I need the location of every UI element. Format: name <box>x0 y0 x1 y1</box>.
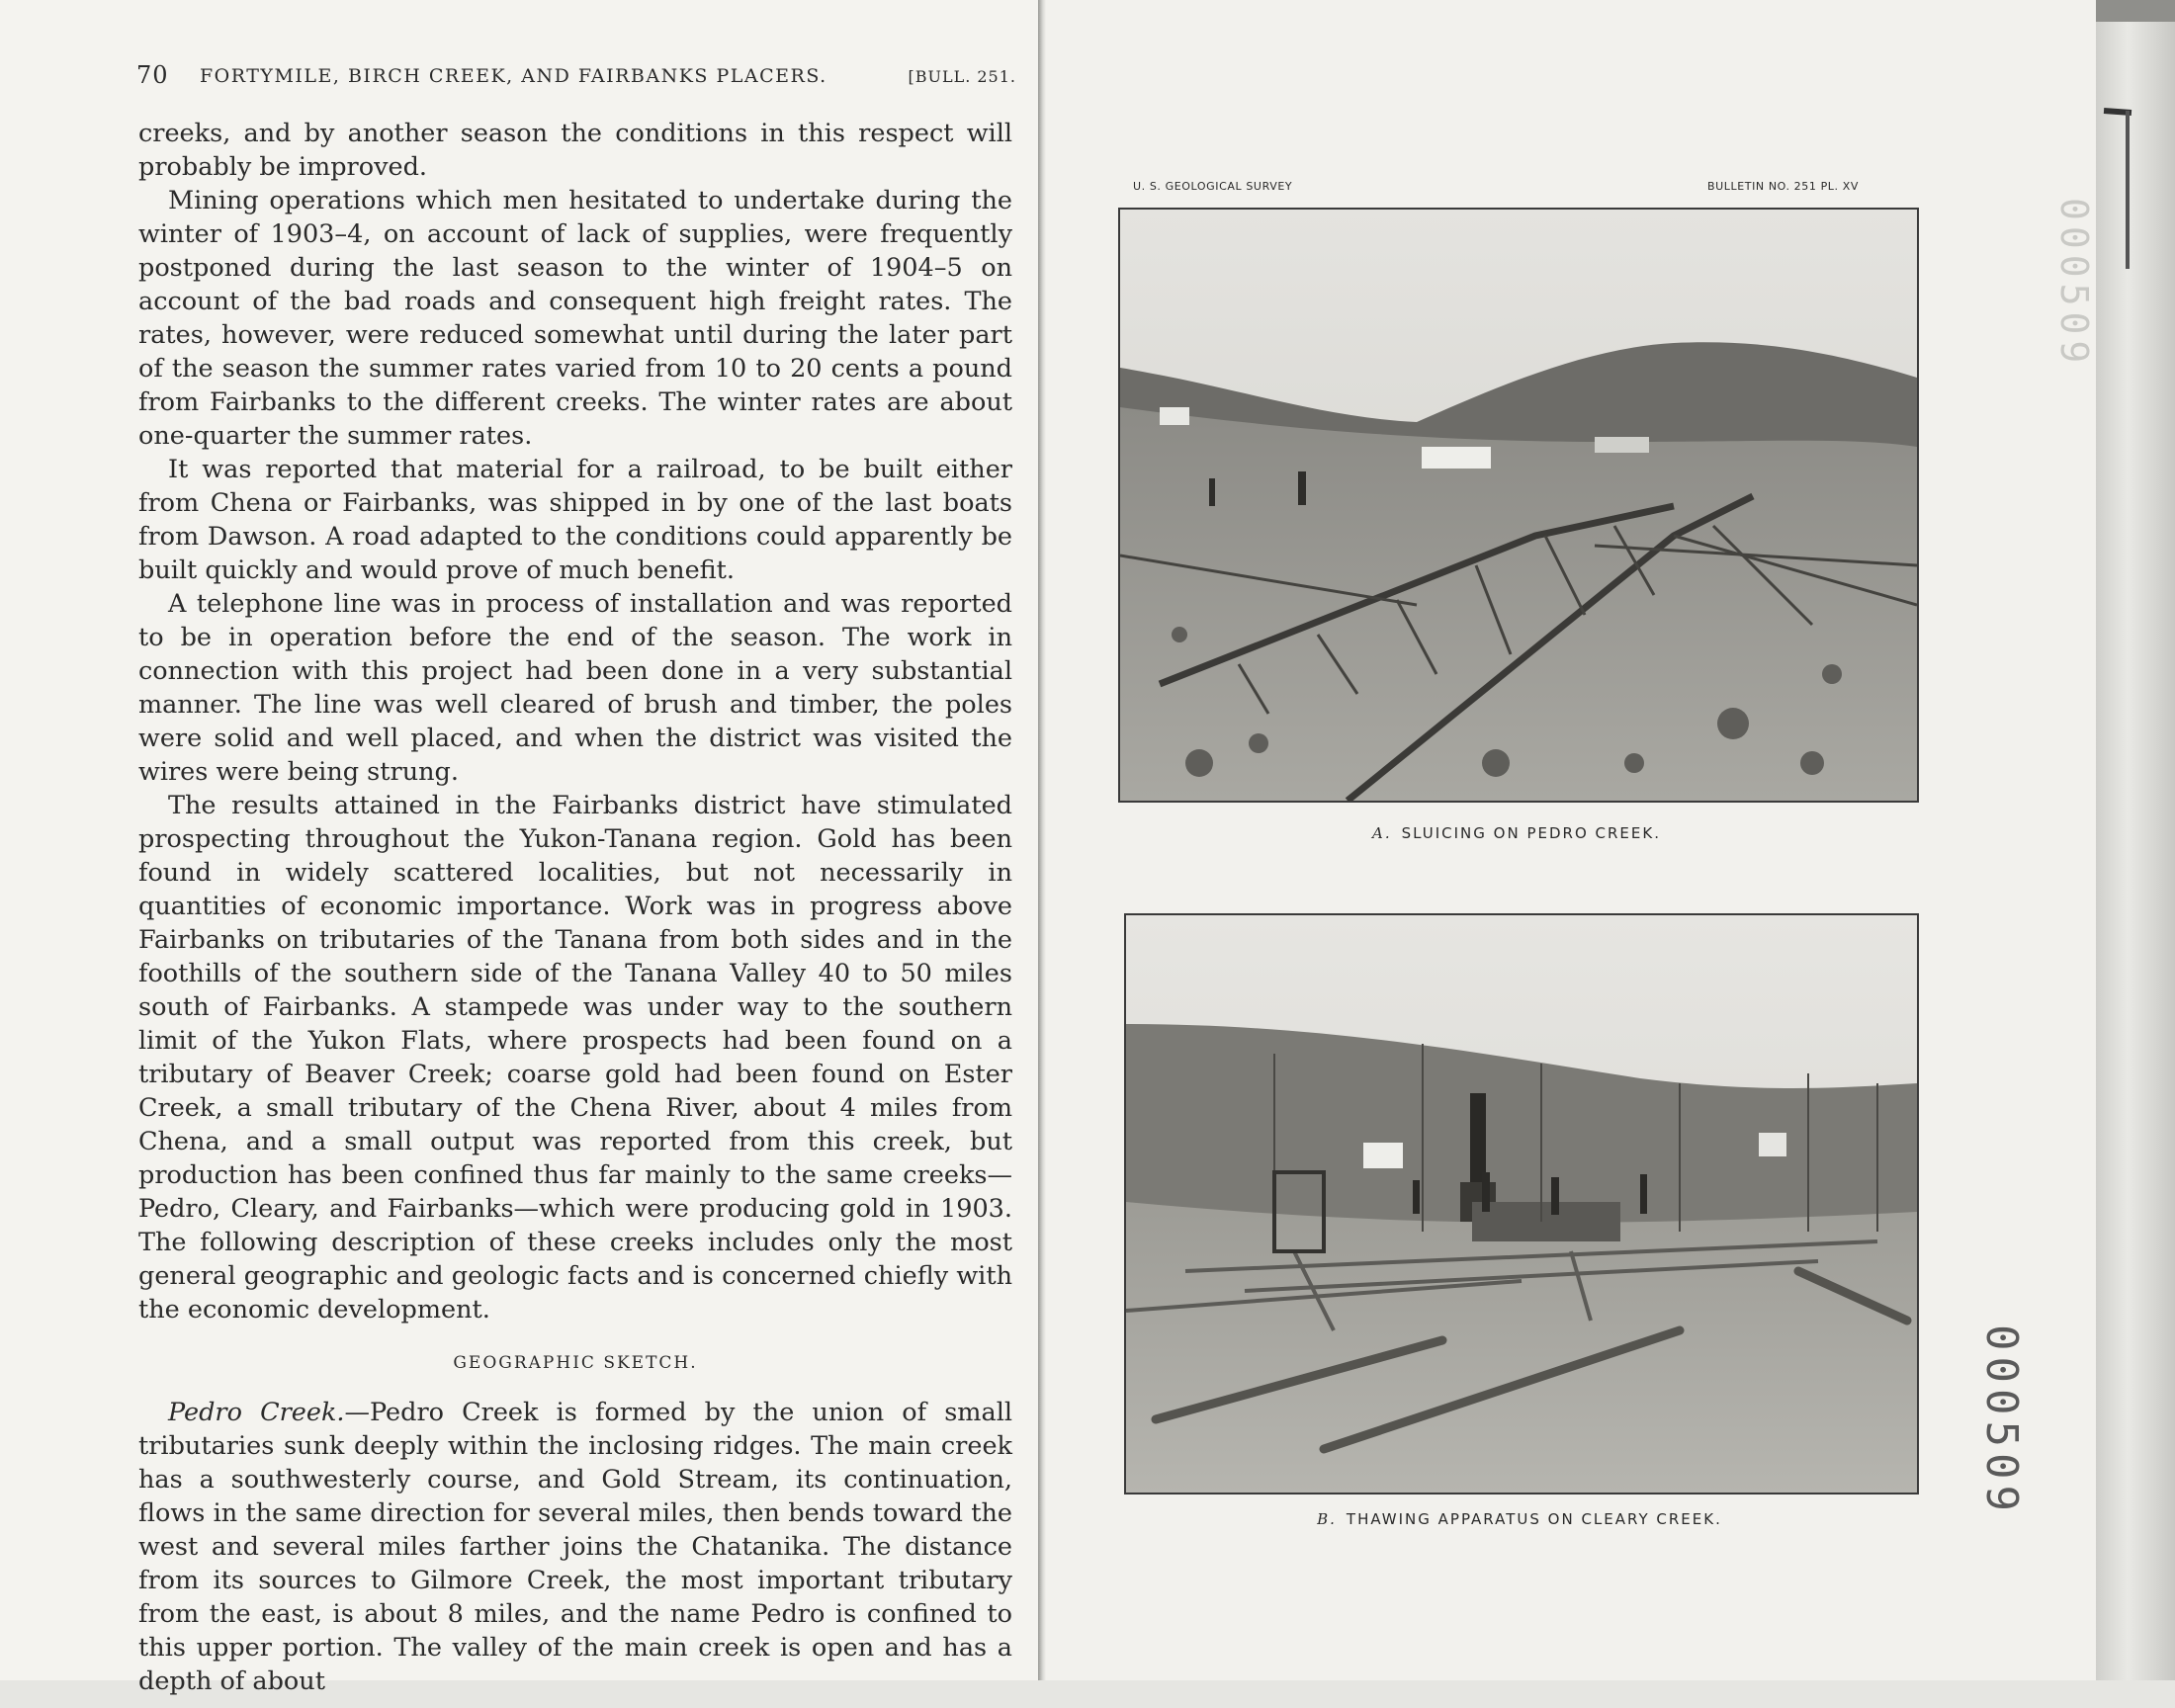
caption-a-text: SLUICING ON PEDRO CREEK. <box>1401 824 1661 842</box>
stamp-number: 000509 <box>1976 1324 2027 1517</box>
photo-b-image <box>1126 915 1917 1493</box>
caption-a-letter: A. <box>1372 824 1392 842</box>
caption-b-letter: B. <box>1317 1510 1337 1528</box>
edge-mark-vertical <box>2126 111 2130 269</box>
paragraph: Mining operations which men hesitated to undertake during the winter of 1903–4, on account of lack of supplies, were frequently postponed during the last season to the winter of 1904–5 on account of the bad roads and consequent high freight rates. The rates, however, were reduced somewhat until during the later part of the season the summer rates varied from 10 to 20 cents a pound from Fairbanks to the different creeks. The winter rates are about one-quarter the summer rates. <box>138 186 1012 451</box>
section-heading: GEOGRAPHIC SKETCH. <box>453 1353 698 1373</box>
caption-b-text: THAWING APPARATUS ON CLEARY CREEK. <box>1346 1510 1722 1528</box>
paragraph: A telephone line was in process of installation and was reported to be in operation before the end of the season. The work in connection with this project had been done in a very substantial manner. The line was well cleared of brush and timber, the poles were solid and well placed, and when the district was visited the wires were being strung. <box>138 589 1012 787</box>
photo-sluicing-pedro-creek <box>1118 208 1919 803</box>
caption-b <box>1124 1510 1915 1528</box>
book-gutter <box>1038 0 1046 1680</box>
running-title: FORTYMILE, BIRCH CREEK, AND FAIRBANKS PLACERS. <box>200 65 827 87</box>
photo-a-image <box>1120 210 1917 801</box>
paragraph: It was reported that material for a railroad, to be built either from Chena or Fairbanks, was shipped in by one of the last boats from Dawson. A road adapted to the conditions could apparently be built quickly and would prove of much benefit. <box>138 455 1012 585</box>
page-edge <box>2096 0 2175 1708</box>
plate-header <box>1133 180 1859 200</box>
paragraph: creeks, and by another season the conditions in this respect will probably be improved. <box>138 119 1012 182</box>
paragraph: The results attained in the Fairbanks district have stimulated prospecting throughout the Yukon-Tanana region. Gold has been found in widely scattered localities, but not necessarily in quantities of economic importance. Work was in progress above Fairbanks on tributaries of the Tanana from both sides and in the foothills of the southern side of the Tanana Valley 40 to 50 miles south of Fairbanks. A stampede was under way to the southern limit of the Yukon Flats, where prospects had been found on a tributary of Beaver Creek; coarse gold had been found on Ester Creek, a small tributary of the Chena River, about 4 miles from Chena, and a small output was reported from this creek, but production has been confined thus far mainly to the same creeks—Pedro, Cleary, and Fairbanks—which were producing gold in 1903. The following description of these creeks includes only the most general geographic and geologic facts and is concerned chiefly with the economic development. <box>138 791 1012 1324</box>
caption-a <box>1118 824 1915 842</box>
bulletin-reference: [BULL. 251. <box>908 67 1016 86</box>
photo-thawing-apparatus-cleary-creek <box>1124 913 1919 1494</box>
bulletin-label: BULLETIN NO. 251 PL. XV <box>1706 180 1859 193</box>
body-text <box>138 117 1012 1698</box>
page-edge-top <box>2096 0 2175 22</box>
pedro-text: —Pedro Creek is formed by the union of small tributaries sunk deeply within the inclosing ridges. The main creek has a southwesterly course, and Gold Stream, its continuation, flows in the same direction for several miles, then bends toward the west and several miles farther joins the Chatanika. The distance from its sources to Gilmore Creek, the most important tributary from the east, is about 8 miles, and the name Pedro is confined to this upper portion. The valley of the main creek is open and has a depth of about <box>138 1398 1013 1696</box>
running-head <box>136 61 1016 93</box>
pedro-lead: Pedro Creek. <box>168 1398 345 1427</box>
page-number: 70 <box>136 61 169 89</box>
survey-label: U. S. GEOLOGICAL SURVEY <box>1133 180 1293 193</box>
paragraph-pedro <box>138 1396 1012 1698</box>
stamp-number-faint: 000509 <box>2052 198 2096 370</box>
